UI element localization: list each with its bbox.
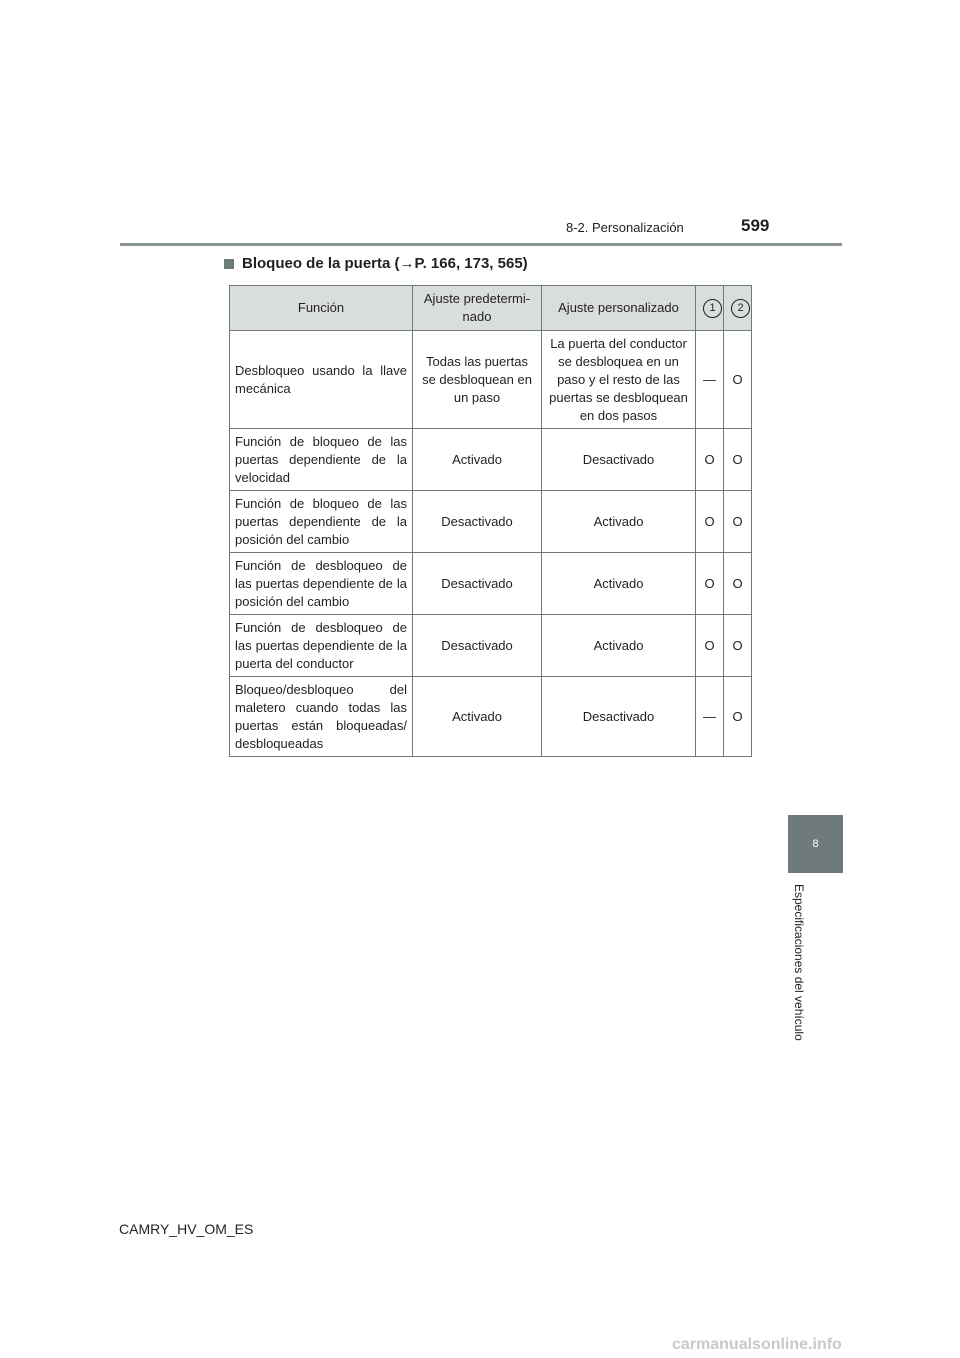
cell-col2: O — [724, 429, 752, 491]
cell-col2: O — [724, 677, 752, 757]
table-row — [230, 491, 752, 553]
square-bullet-icon — [224, 259, 234, 269]
cell-function: Función de desbloqueo de las puertas dependiente de la posición del cambio — [230, 553, 413, 615]
table-row — [230, 429, 752, 491]
header-function: Función — [230, 286, 413, 331]
header-default: Ajuste predetermi-nado — [413, 286, 542, 331]
table-header-row — [230, 286, 752, 331]
cell-custom: Desactivado — [542, 677, 696, 757]
cell-function: Desbloqueo usando la llave mecánica — [230, 331, 413, 429]
cell-custom: Desactivado — [542, 429, 696, 491]
header-col2 — [724, 286, 752, 331]
header-col1 — [696, 286, 724, 331]
watermark: carmanualsonline.info — [672, 1336, 842, 1353]
table-row — [230, 331, 752, 429]
cell-function: Bloqueo/desbloqueo del maletero cuando todas las puertas están bloqueadas/ desbloqueadas — [230, 677, 413, 757]
chapter-tab: 8 — [788, 815, 843, 873]
cell-col1: O — [696, 491, 724, 553]
circled-number-2-icon: 2 — [731, 299, 750, 318]
cell-col2: O — [724, 553, 752, 615]
cell-custom: La puerta del conductor se desbloquea en un paso y el resto de las puertas se desbloquean en dos pasos — [542, 331, 696, 429]
cell-function: Función de bloqueo de las puertas dependiente de la posición del cambio — [230, 491, 413, 553]
cell-col2: O — [724, 491, 752, 553]
cell-default: Desactivado — [413, 491, 542, 553]
chapter-tab-title: Especificaciones del vehículo — [792, 884, 806, 1041]
cell-default: Activado — [413, 677, 542, 757]
running-header-section: 8-2. Personalización — [566, 220, 684, 235]
cell-custom: Activado — [542, 615, 696, 677]
cell-default: Todas las puertas se desbloquean en un paso — [413, 331, 542, 429]
cell-default: Desactivado — [413, 615, 542, 677]
cell-col1: — — [696, 677, 724, 757]
cell-function: Función de bloqueo de las puertas dependiente de la velocidad — [230, 429, 413, 491]
cell-col2: O — [724, 615, 752, 677]
page-number: 599 — [741, 216, 770, 235]
cell-col1: O — [696, 615, 724, 677]
cell-custom: Activado — [542, 553, 696, 615]
circled-number-1-icon: 1 — [703, 299, 722, 318]
section-heading — [224, 255, 528, 272]
cell-col1: O — [696, 553, 724, 615]
cell-custom: Activado — [542, 491, 696, 553]
cell-col1: — — [696, 331, 724, 429]
cell-col2: O — [724, 331, 752, 429]
table-row — [230, 615, 752, 677]
table-row — [230, 553, 752, 615]
cell-function: Función de desbloqueo de las puertas dependiente de la puerta del conductor — [230, 615, 413, 677]
table-row — [230, 677, 752, 757]
cell-col1: O — [696, 429, 724, 491]
cell-default: Desactivado — [413, 553, 542, 615]
cell-default: Activado — [413, 429, 542, 491]
customization-table — [229, 285, 752, 757]
header-custom: Ajuste personalizado — [542, 286, 696, 331]
header-rule — [120, 243, 842, 246]
footer-document-code: CAMRY_HV_OM_ES — [119, 1221, 254, 1237]
section-heading-text: Bloqueo de la puerta (→P. 166, 173, 565) — [242, 255, 528, 272]
